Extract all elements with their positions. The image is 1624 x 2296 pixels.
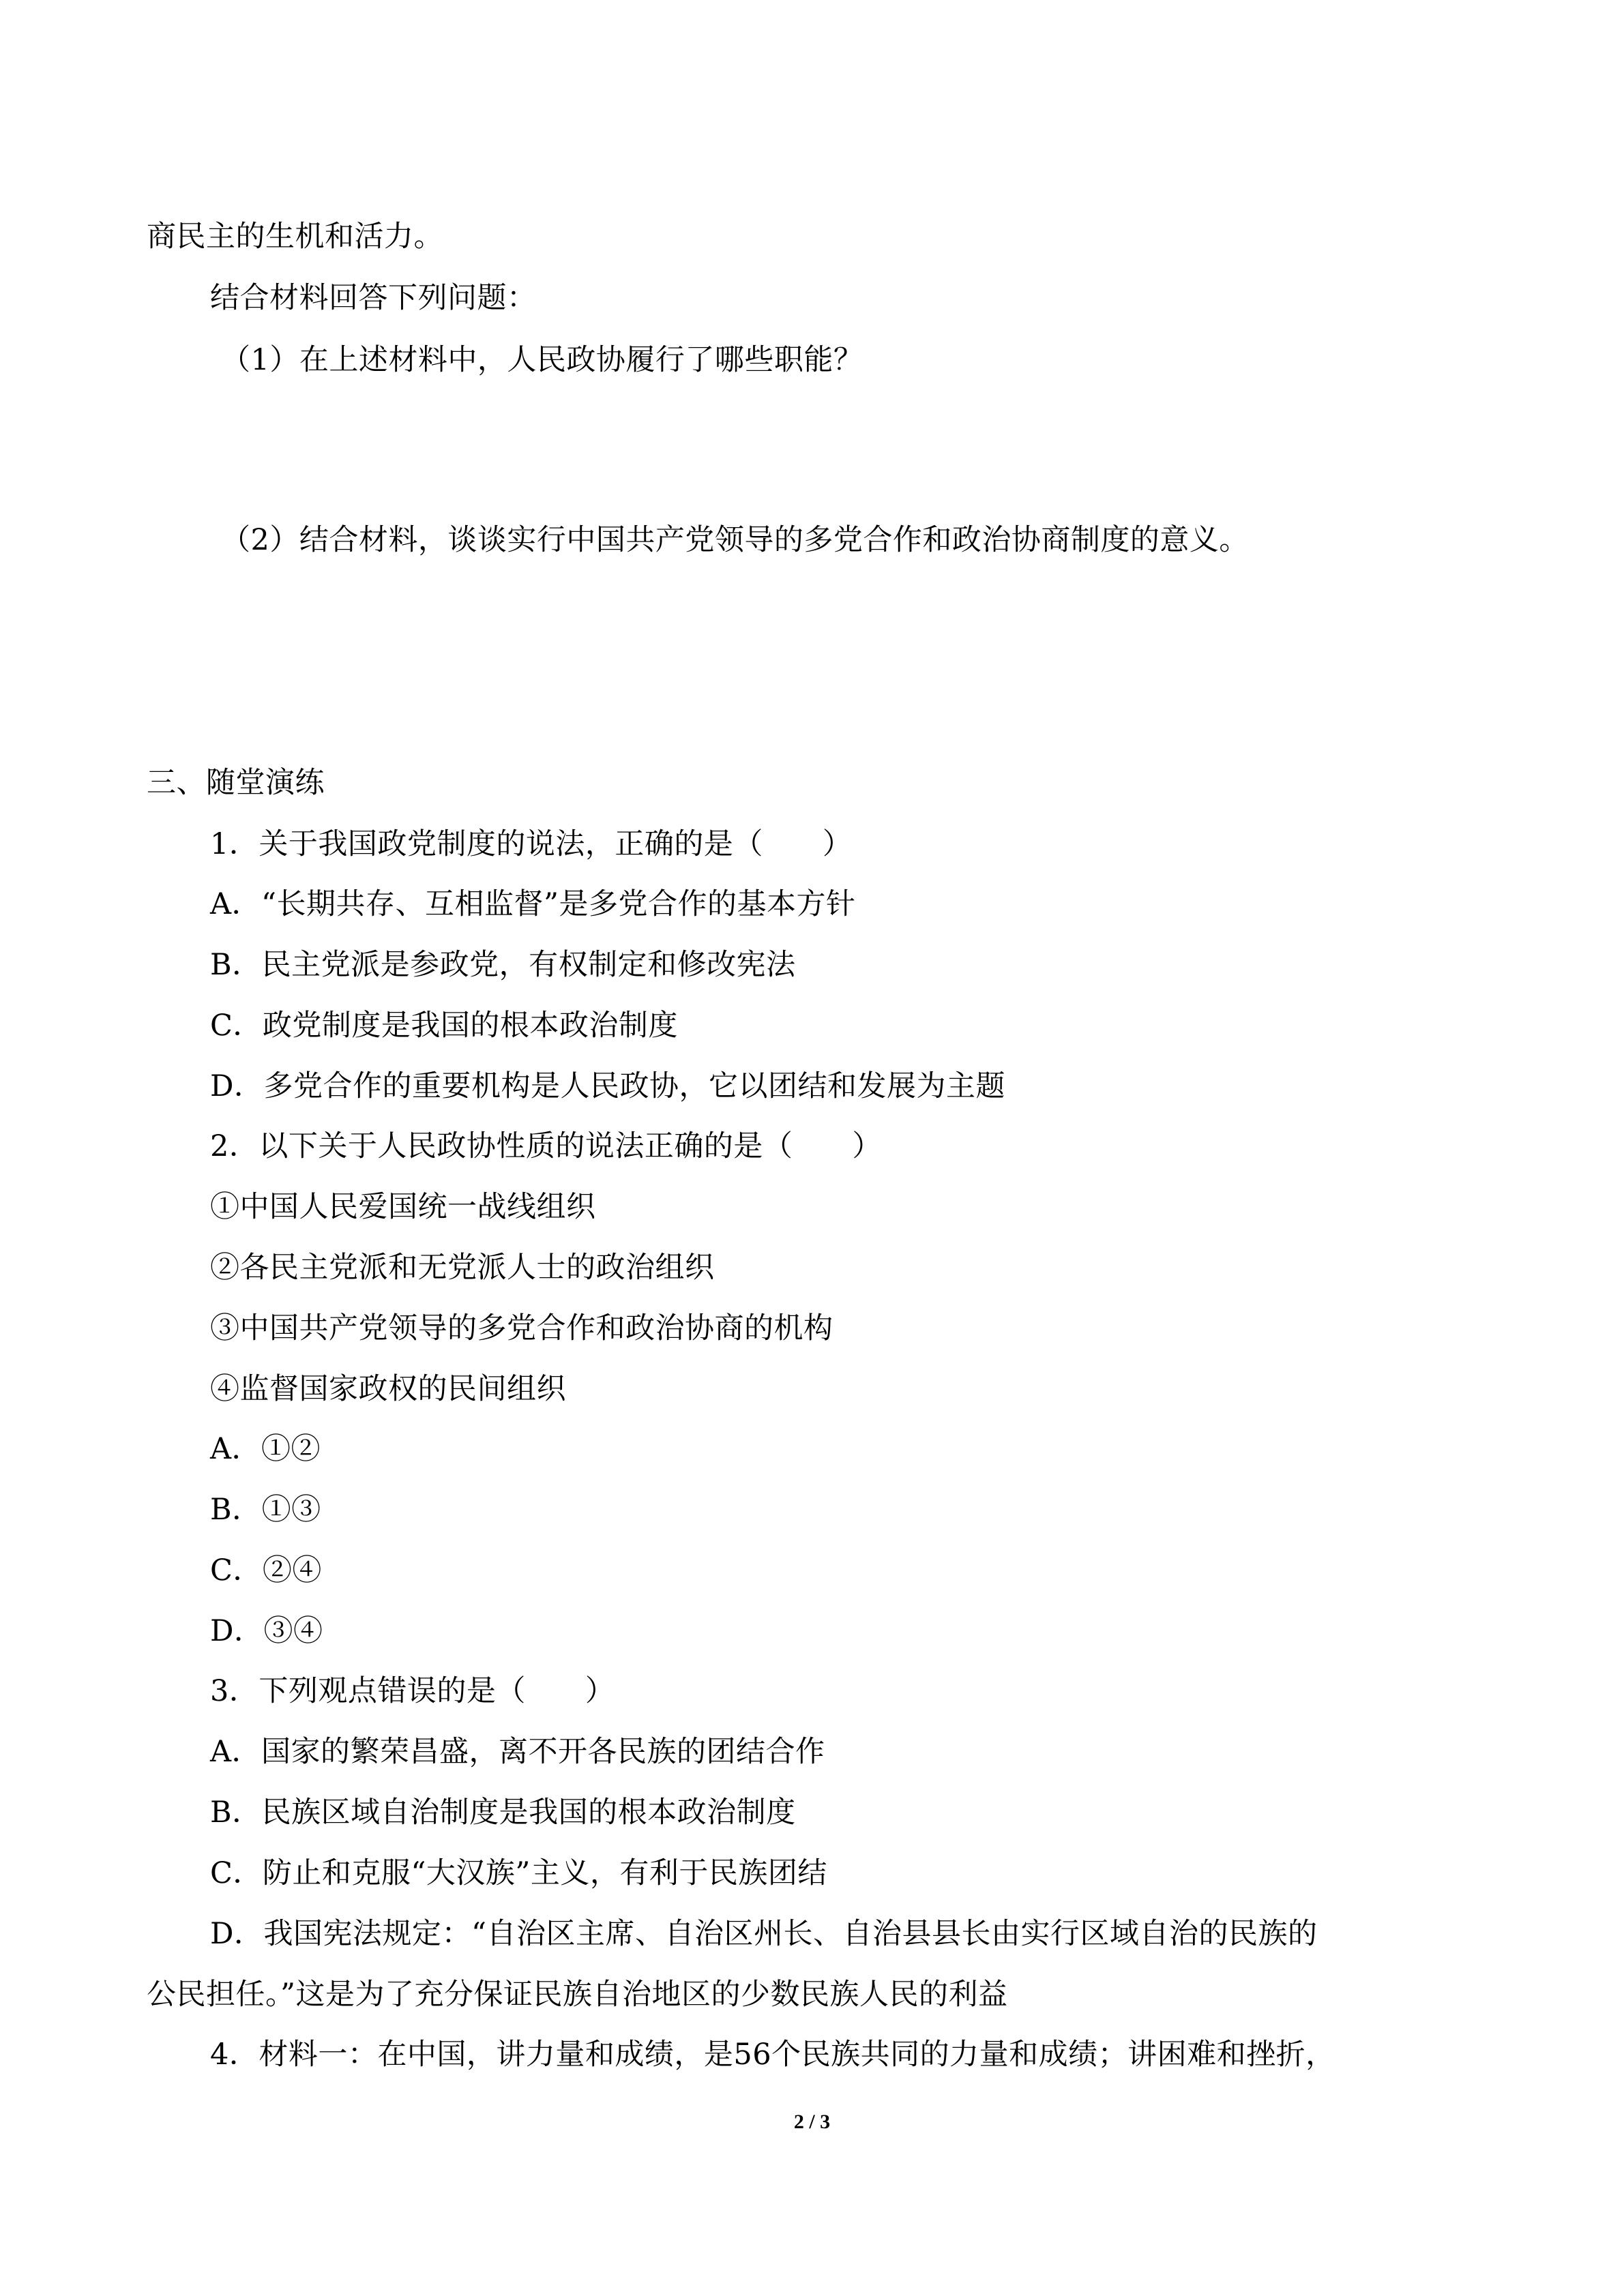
material-question-1: （1）在上述材料中，人民政协履行了哪些职能？ bbox=[221, 343, 863, 377]
question-1-option-d: D．多党合作的重要机构是人民政协，它以团结和发展为主题 bbox=[210, 1069, 1005, 1103]
page-number: 2 / 3 bbox=[793, 2111, 831, 2133]
question-2-statement-3: ③中国共产党领导的多党合作和政治协商的机构 bbox=[210, 1311, 833, 1345]
question-2-option-d: D．③④ bbox=[210, 1614, 323, 1648]
question-1-option-b: B．民主党派是参政党，有权制定和修改宪法 bbox=[210, 948, 796, 982]
material-question-2: （2）结合材料，谈谈实行中国共产党领导的多党合作和政治协商制度的意义。 bbox=[221, 523, 1249, 557]
question-3-option-d: D．我国宪法规定：“自治区主席、自治区州长、自治县县长由实行区域自治的民族的 bbox=[210, 1917, 1318, 1951]
question-2-statement-4: ④监督国家政权的民间组织 bbox=[210, 1372, 566, 1406]
question-3-option-a: A．国家的繁荣昌盛，离不开各民族的团结合作 bbox=[210, 1735, 825, 1769]
question-4-stem: 4．材料一：在中国，讲力量和成绩，是56个民族共同的力量和成绩；讲困难和挫折， bbox=[210, 2038, 1335, 2072]
material-prompt: 结合材料回答下列问题： bbox=[210, 281, 537, 315]
question-3-option-b: B．民族区域自治制度是我国的根本政治制度 bbox=[210, 1795, 796, 1830]
question-1-option-c: C．政党制度是我国的根本政治制度 bbox=[210, 1009, 678, 1043]
question-3-option-d-continuation: 公民担任。”这是为了充分保证民族自治地区的少数民族人民的利益 bbox=[147, 1978, 1008, 2012]
question-2-stem: 2．以下关于人民政协性质的说法正确的是（ ） bbox=[210, 1129, 882, 1163]
question-2-statement-1: ①中国人民爱国统一战线组织 bbox=[210, 1190, 596, 1224]
question-2-option-c: C．②④ bbox=[210, 1553, 322, 1587]
question-2-statement-2: ②各民主党派和无党派人士的政治组织 bbox=[210, 1251, 715, 1285]
question-1-option-a: A．“长期共存、互相监督”是多党合作的基本方针 bbox=[210, 887, 856, 921]
question-3-option-c: C．防止和克服“大汉族”主义，有利于民族团结 bbox=[210, 1856, 827, 1890]
question-2-option-b: B．①③ bbox=[210, 1493, 321, 1527]
question-1-stem: 1．关于我国政党制度的说法，正确的是（ ） bbox=[210, 827, 853, 861]
section-heading: 三、随堂演练 bbox=[147, 766, 325, 800]
question-2-option-a: A．①② bbox=[210, 1432, 321, 1466]
material-tail: 商民主的生机和活力。 bbox=[147, 220, 443, 254]
question-3-stem: 3．下列观点错误的是（ ） bbox=[210, 1674, 615, 1708]
